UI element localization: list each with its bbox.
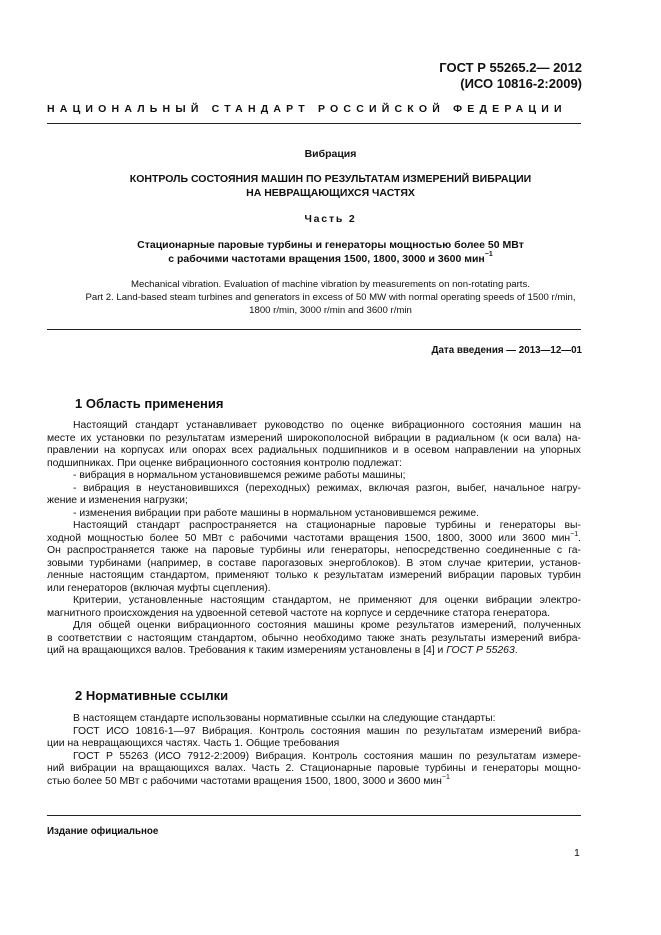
section1-heading: 1 Область применения [75, 396, 224, 411]
official-edition-label: Издание официальное [47, 826, 159, 837]
s1-p4-l1: Для общей оценки вибрационного состояния машины кроме результатов измерений, полученных [73, 620, 581, 631]
s1-bullet3: - изменения вибрации при работе машины в нормальном установившемся режиме. [73, 507, 479, 519]
s1-p1-l4: подшипниках. При оценке вибрационного состояния контролю подлежат: [47, 457, 402, 469]
s1-p4-l2: в соответствии с настоящим стандартом, обычно необходимо также знать результаты измерений вибра- [47, 632, 581, 644]
s1-p3-l2: магнитного происхождения на удвоенной сетевой частоте на корпусе и сердечнике статора генератора. [47, 607, 551, 619]
english-title-line2: Part 2. Land-based steam turbines and generators in excess of 50 MW with normal operating speeds of 1500 r/min, [85, 292, 576, 303]
main-title-line2: НА НЕВРАЩАЮЩИХСЯ ЧАСТЯХ [246, 187, 415, 199]
s1-bullet2-l1: - вибрация в неустановившихся (переходных) режимах, включая разгон, выбег, начальное нагру- [73, 482, 581, 494]
s1-p2-l3: Он распространяется также на паровые турбины или генераторы, непосредственно соединенные с га- [47, 545, 581, 556]
subtitle-line1: Стационарные паровые турбины и генераторы мощностью более 50 МВт [137, 239, 524, 251]
s1-p2-l5: ленные настоящим стандартом, применяют только к результатам измерений вибрации паровых турбин [47, 570, 581, 581]
header-rule [47, 123, 581, 124]
title-rule [47, 329, 581, 330]
s2-ref1-l1: ГОСТ ИСО 10816-1—97 Вибрация. Контроль состояния машин по результатам измерений вибра- [73, 725, 581, 737]
section2-heading: 2 Нормативные ссылки [75, 688, 229, 703]
s1-p2-l4: зовыми турбинами (например, в составе парогазовых энергоблоков). В этом случае критерии, установ- [47, 557, 581, 569]
english-title-line1: Mechanical vibration. Evaluation of machine vibration by measurements on non-rotating parts. [131, 279, 530, 290]
main-title-line1: КОНТРОЛЬ СОСТОЯНИЯ МАШИН ПО РЕЗУЛЬТАТАМ ИЗМЕРЕНИЙ ВИБРАЦИИ [129, 173, 532, 185]
s2-ref2-l3: стью более 50 МВт с рабочими частотами вращения 1500, 1800, 3000 и 3600 мин$^{-1}$ [47, 773, 450, 787]
s1-p1-l2: месте их установки по результатам измерений широкополосной вибрации в радиальном (к оси вала) на- [47, 432, 581, 444]
iso-number: (ИСО 10816-2:2009) [460, 76, 582, 91]
s2-ref2-l2: ний вибрации на вращающихся валах. Часть 2. Стационарные паровые турбины и генераторы мощно- [47, 763, 581, 774]
s1-p2-l6: или генераторов (включая муфты сцепления). [47, 582, 271, 594]
page-number: 1 [574, 847, 580, 859]
part-label: Часть 2 [304, 213, 357, 225]
footer-rule [47, 815, 581, 816]
s1-p4-l3: ций на вращающихся валов. Требования к таким измерениям установлены в [4] и ГОСТ Р 55263. [47, 645, 518, 656]
english-title-line3: 1800 r/min, 3000 r/min and 3600 r/min [249, 305, 412, 316]
s2-ref1-l2: ции на невращающихся частях. Часть 1. Общие требования [47, 738, 340, 749]
s1-bullet1: - вибрация в нормальном установившемся режиме работы машины; [73, 470, 406, 481]
s1-bullet2-l2: жение и изменения нагрузки; [47, 495, 188, 506]
s1-p2-l2: ходной мощностью более 50 МВт с рабочими частотами вращения 1500, 1800, 3000 или 3600 мин$^{-1}$. [47, 530, 581, 544]
national-standard-banner: НАЦИОНАЛЬНЫЙ СТАНДАРТ РОССИЙСКОЙ ФЕДЕРАЦИИ [47, 103, 567, 115]
s1-p2-l1: Настоящий стандарт распространяется на стационарные паровые турбины и генераторы вы- [73, 520, 581, 531]
gost-r-55263-reference: ГОСТ Р 55263 [446, 645, 515, 656]
introduction-date: Дата введения — 2013—12—01 [431, 345, 582, 356]
subtitle-line2: с рабочими частотами вращения 1500, 1800, 3000 и 3600 мин$^{-1}$ [168, 251, 493, 265]
s1-p1-l3: правлении на корпусах или опорах всех радиальных подшипников и в осевом направлении на упорных [47, 445, 581, 456]
s1-p1-l1: Настоящий стандарт устанавливает руководство по оценке вибрационного состояния машин на [73, 420, 581, 431]
s1-p3-l1: Критерии, установленные настоящим стандартом, не применяют для оценки вибрации электро- [73, 595, 581, 606]
topic-title: Вибрация [304, 148, 357, 160]
s2-ref2-l1: ГОСТ Р 55263 (ИСО 7912-2:2009) Вибрация. Контроль состояния машин по результатам измере- [73, 750, 581, 762]
s2-p1: В настоящем стандарте использованы нормативные ссылки на следующие стандарты: [73, 713, 496, 724]
standard-number: ГОСТ Р 55265.2— 2012 [439, 60, 582, 75]
